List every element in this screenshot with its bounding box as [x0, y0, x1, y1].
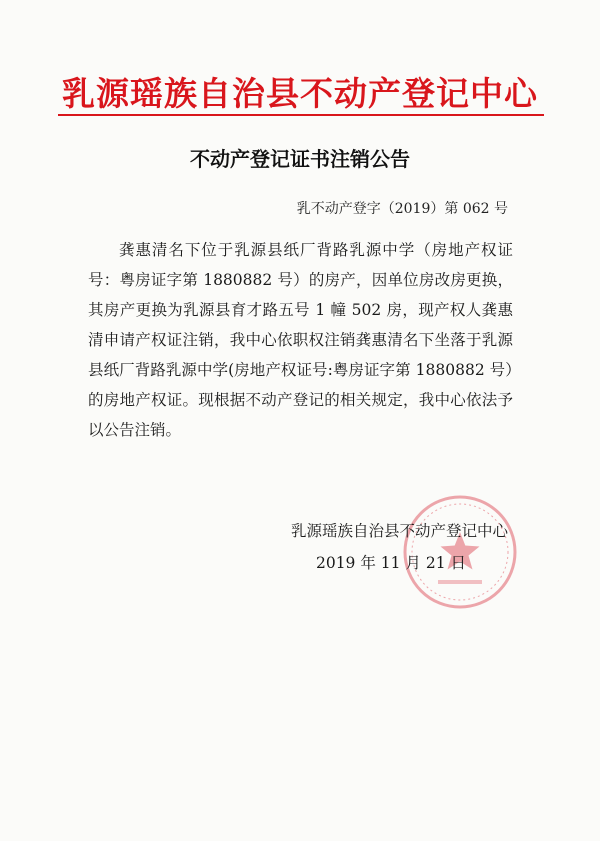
notice-body: 龚惠清名下位于乳源县纸厂背路乳源中学（房地产权证号：粤房证字第 1880882 号）的房产，因单位房改房更换，其房产更换为乳源县育才路五号 1 幢 502 房，现产权人龚惠清申请产权证注销，我中心依职权注销龚惠清名下坐落于乳源县纸厂背路乳源中学(房地产权证号:粤房证字第 1880882 号）的房地产权证。现根据不动产登记的相关规定，我中心依法予以公告注销。: [88, 241, 513, 439]
signature-org: 乳源瑶族自治县不动产登记中心: [290, 522, 508, 540]
notice-title: 不动产登记证书注销公告: [190, 147, 410, 171]
header-org-title: 乳源瑶族自治县不动产登记中心: [62, 74, 538, 113]
header-divider: [58, 114, 544, 116]
document-number: 乳不动产登字（2019）第 062 号: [296, 201, 508, 217]
signature-date: 2019 年 11 月 21 日: [315, 554, 466, 572]
